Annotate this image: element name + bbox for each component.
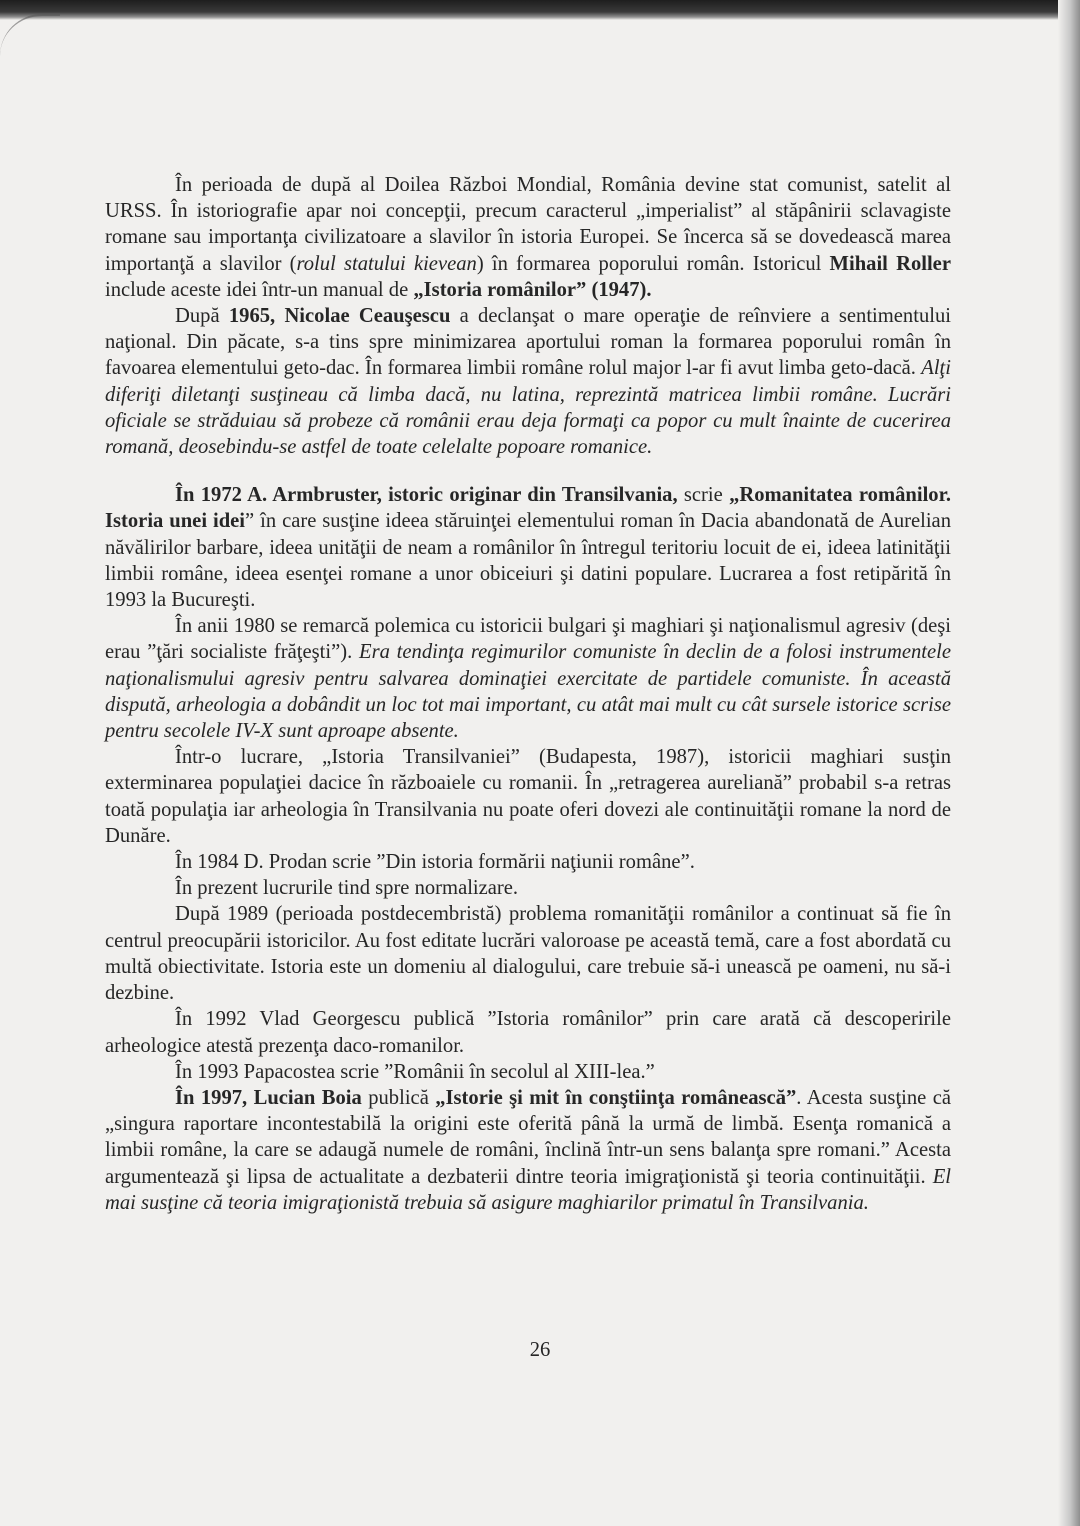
paragraph-11 — [105, 1085, 951, 1216]
italic-text: rolul statului kievean — [296, 252, 477, 275]
text-run: scrie — [677, 484, 730, 507]
bold-text: „Istoria românilor” (1947). — [413, 278, 652, 301]
bold-text: În 1972 A. Armbruster, istoric originar din Transilvania, — [175, 484, 678, 507]
text-run: ) în formarea poporului român. Istoricul — [476, 252, 830, 275]
italic-text: Era tendinţa regimurilor comuniste în declin de a folosi instrumentele naţionalismului agresiv pentru salvarea dominaţiei exercitate de partidele comuniste. În această dispută, arheologia a dobândit un loc tot mai important, cu atât mai mult cu cât sursele istorice scrise pentru secolele IV-X sunt aproape absente. — [105, 641, 951, 743]
italic-text: Alţi diferiţi diletanţi susţineau că limba dacă, nu latina, reprezintă matricea limbii române. Lucrări oficiale se străduiau să probeze că românii erau deja formaţi ca popor cu mult înainte de cucerirea romană, deosebindu-se astfel de toate celelalte popoare romanice. — [105, 357, 951, 459]
bold-text: „Istorie şi mit în conştiinţa românească” — [435, 1086, 797, 1109]
text-run: După — [175, 305, 229, 328]
bold-text: Mihail Roller — [829, 252, 951, 275]
text-run: În perioada de după al Doilea Război Mondial, România devine stat comunist, satelit al URSS. În istoriografie apar noi concepţii, precum caracterul „imperialist” al stăpânirii sclavagiste romane sau importanţa civilizatoare a slavilor în istoria Europei. Se încerca să se dovedească marea importanţă a slavilor ( — [105, 174, 951, 275]
bold-text: „Romanitatea românilor. Istoria unei idei — [105, 484, 951, 533]
paragraph-1 — [105, 172, 951, 303]
scan-page-curl — [0, 14, 60, 56]
paragraph-2 — [105, 303, 951, 460]
bold-text: În 1997, Lucian Boia — [175, 1086, 362, 1109]
text-run: a declanşat o mare operaţie de reînviere a sentimentului naţional. Din păcate, s-a tins spre minimizarea aportului roman la formarea poporului român în favoarea elementului geto-dac. În formarea limbii române rolul major l-ar fi avut limba geto-dacă. — [105, 305, 951, 380]
text-run: publică — [361, 1086, 436, 1109]
text-run: include aceste idei într-un manual de — [105, 278, 414, 301]
text-run: În anii 1980 se remarcă polemica cu istoricii bulgari şi maghiari şi naţionalismul agresiv (deşi erau ”ţări socialiste frăţeşti”). — [105, 615, 951, 664]
paragraph-3 — [105, 482, 951, 613]
scan-top-border — [0, 0, 1080, 20]
italic-text: El mai susţine că teoria imigraţionistă trebuia să asigure maghiarilor primatul în Transilvania. — [105, 1165, 951, 1214]
text-run: Într-o lucrare, „Istoria Transilvaniei” (Budapesta, 1987), istoricii maghiari susţin exterminarea populaţiei dacice în războaiele cu romanii. În „retragerea aureliană” probabil s-a retras toată populaţia iar arheologia în Transilvania nu poate oferi dovezi ale continuităţii romane la nord de Dunăre. — [105, 746, 951, 847]
paragraph-8 — [105, 901, 951, 1006]
paragraph-6 — [105, 849, 951, 875]
text-run: În 1984 D. Prodan scrie ”Din istoria formării naţiunii române”. — [175, 851, 695, 874]
page-body — [105, 172, 951, 1216]
text-run: După 1989 (perioada postdecembristă) problema romanităţii românilor a continuat să fie în centrul preocupării istoricilor. Au fost editate lucrări valoroase pe această temă, care a fost abordată cu multă obiectivitate. Istoria este un domeniu al dialogului, care trebuie să-i unească pe oameni, nu să-i dezbine. — [105, 903, 951, 1005]
text-run: În prezent lucrurile tind spre normalizare. — [175, 877, 519, 900]
text-run: În 1993 Papacostea scrie ”Românii în secolul al XIII-lea.” — [175, 1060, 655, 1083]
text-run: În 1992 Vlad Georgescu publică ”Istoria românilor” prin care arată că descoperirile arheologice atestă prezenţa daco-romanilor. — [105, 1008, 951, 1057]
page-number: 26 — [529, 1339, 551, 1361]
scan-right-edge-shadow — [1058, 0, 1080, 1526]
text-run: . Acesta susţine că „singura raportare incontestabilă la origini este oferită până la urmă de limbă. Esenţa romanică a limbii române, la care se adaugă numele de români, înclină într-un sens balanţa spre romani.” Acesta argumentează şi lipsa de actualitate a dezbaterii dintre teoria imigraţionistă şi teoria continuităţii. — [105, 1086, 951, 1188]
bold-text: 1965, Nicolae Ceauşescu — [228, 305, 451, 328]
paragraph-5 — [105, 744, 951, 849]
paragraph-7 — [105, 875, 951, 901]
paragraph-10 — [105, 1059, 951, 1085]
paragraph-4 — [105, 613, 951, 744]
paragraph-9 — [105, 1006, 951, 1058]
text-run: ” în care susţine ideea stăruinţei elementului roman în Dacia abandonată de Aurelian năvălirilor barbare, ideea unităţii de neam a românilor în întregul teritoriu locuit de ei, ideea latinităţii limbii române, ideea esenţei romane a unor obiceiuri şi datini populare. Lucrarea a fost retipărită în 1993 la Bucureşti. — [105, 510, 951, 612]
